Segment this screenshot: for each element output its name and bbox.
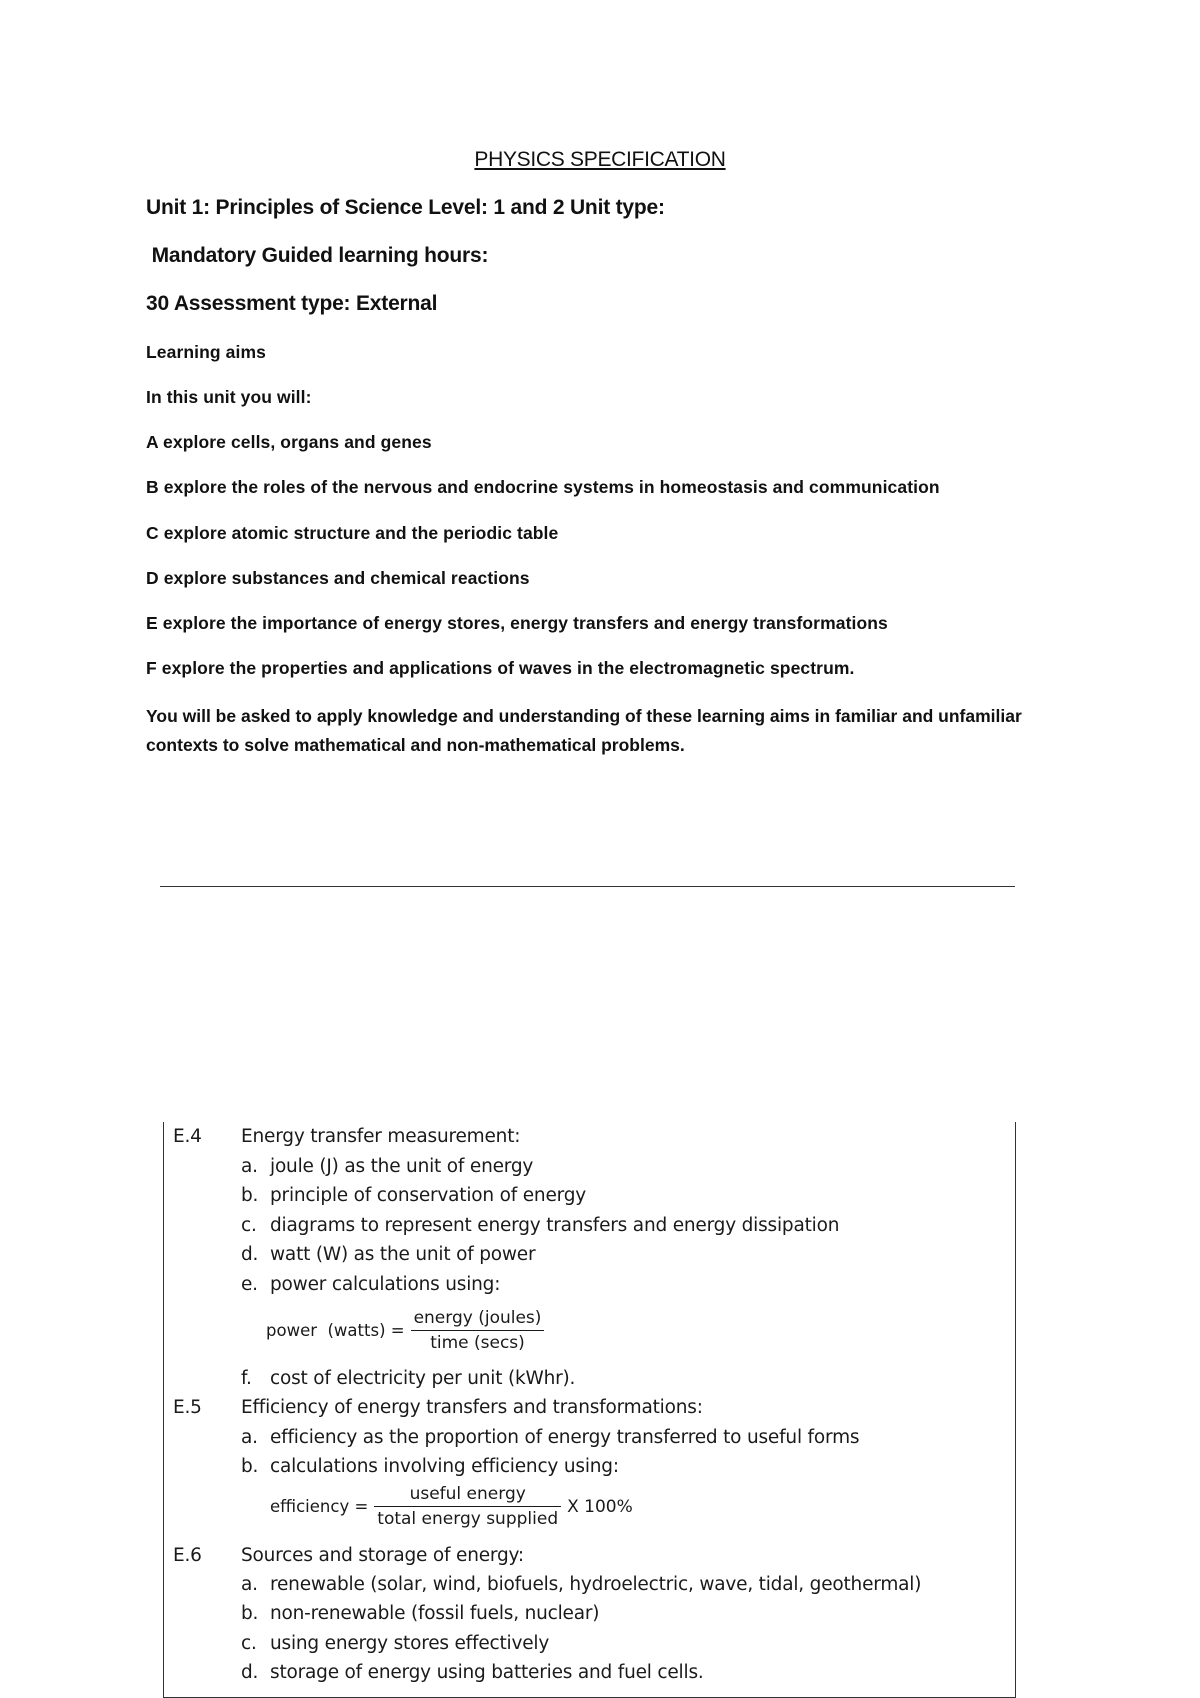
aim-a: A explore cells, organs and genes — [146, 432, 432, 452]
aim-d: D explore substances and chemical reactions — [146, 568, 530, 588]
formula-denominator: time (secs) — [430, 1333, 525, 1353]
formula-numerator: useful energy — [409, 1484, 526, 1504]
aim-c: C explore atomic structure and the periodic table — [146, 523, 559, 543]
list-item: d. — [241, 1244, 259, 1265]
section-code-e5: E.5 — [173, 1397, 202, 1418]
list-item-text: storage of energy using batteries and fuel cells. — [270, 1662, 704, 1683]
list-item: b. — [241, 1603, 259, 1624]
closing-paragraph: You will be asked to apply knowledge and understanding of these learning aims in familiar and unfamiliar contexts to solve mathematical and non-mathematical problems. — [146, 706, 1022, 755]
list-item: b. — [241, 1456, 259, 1477]
efficiency-formula — [270, 1484, 633, 1529]
intro-line: In this unit you will: — [146, 387, 312, 407]
power-formula — [266, 1308, 544, 1353]
formula-rhs: X 100% — [567, 1496, 633, 1517]
section-title-e6: Sources and storage of energy: — [241, 1545, 524, 1566]
formula-lhs: power (watts) = — [266, 1321, 405, 1340]
aim-f: F explore the properties and applications of waves in the electromagnetic spectrum. — [146, 658, 855, 678]
section-title-e5: Efficiency of energy transfers and transformations: — [241, 1397, 703, 1418]
list-item-text: cost of electricity per unit (kWhr). — [270, 1368, 576, 1389]
page-title: PHYSICS SPECIFICATION — [474, 148, 726, 171]
aim-b: B explore the roles of the nervous and endocrine systems in homeostasis and communication — [146, 477, 940, 497]
fraction-bar — [374, 1506, 561, 1507]
list-item-text: calculations involving efficiency using: — [270, 1456, 619, 1477]
learning-aims-label: Learning aims — [146, 342, 266, 362]
formula-numerator: energy (joules) — [413, 1308, 542, 1328]
assessment-heading: 30 Assessment type: External — [146, 292, 438, 315]
aim-e: E explore the importance of energy stores, energy transfers and energy transformations — [146, 613, 888, 633]
section-code-e4: E.4 — [173, 1126, 202, 1147]
list-item: b. — [241, 1185, 259, 1206]
list-item-text: diagrams to represent energy transfers and energy dissipation — [270, 1215, 840, 1236]
list-item: e. — [241, 1274, 258, 1295]
list-item-text: power calculations using: — [270, 1274, 501, 1295]
list-item: d. — [241, 1662, 259, 1683]
list-item: a. — [241, 1574, 258, 1595]
formula-fraction — [374, 1484, 561, 1529]
section-title-e4: Energy transfer measurement: — [241, 1126, 521, 1147]
list-item-text: principle of conservation of energy — [270, 1185, 587, 1206]
list-item: a. — [241, 1156, 258, 1177]
formula-lhs: efficiency = — [270, 1497, 369, 1516]
list-item: f. — [241, 1368, 252, 1389]
list-item-text: using energy stores effectively — [270, 1633, 550, 1654]
specification-box — [163, 1122, 1016, 1698]
list-item-text: renewable (solar, wind, biofuels, hydroelectric, wave, tidal, geothermal) — [270, 1574, 922, 1595]
list-item: c. — [241, 1215, 257, 1236]
list-item-text: efficiency as the proportion of energy transferred to useful forms — [270, 1427, 860, 1448]
horizontal-rule — [160, 886, 1015, 887]
unit-heading: Unit 1: Principles of Science Level: 1 and 2 Unit type: — [146, 196, 665, 219]
list-item-text: joule (J) as the unit of energy — [270, 1156, 534, 1177]
list-item: c. — [241, 1633, 257, 1654]
formula-fraction — [411, 1308, 545, 1353]
formula-denominator: total energy supplied — [377, 1509, 559, 1529]
guided-hours-heading: Mandatory Guided learning hours: — [146, 244, 489, 267]
section-code-e6: E.6 — [173, 1545, 202, 1566]
list-item: a. — [241, 1427, 258, 1448]
fraction-bar — [411, 1330, 545, 1331]
list-item-text: watt (W) as the unit of power — [270, 1244, 536, 1265]
list-item-text: non-renewable (fossil fuels, nuclear) — [270, 1603, 600, 1624]
